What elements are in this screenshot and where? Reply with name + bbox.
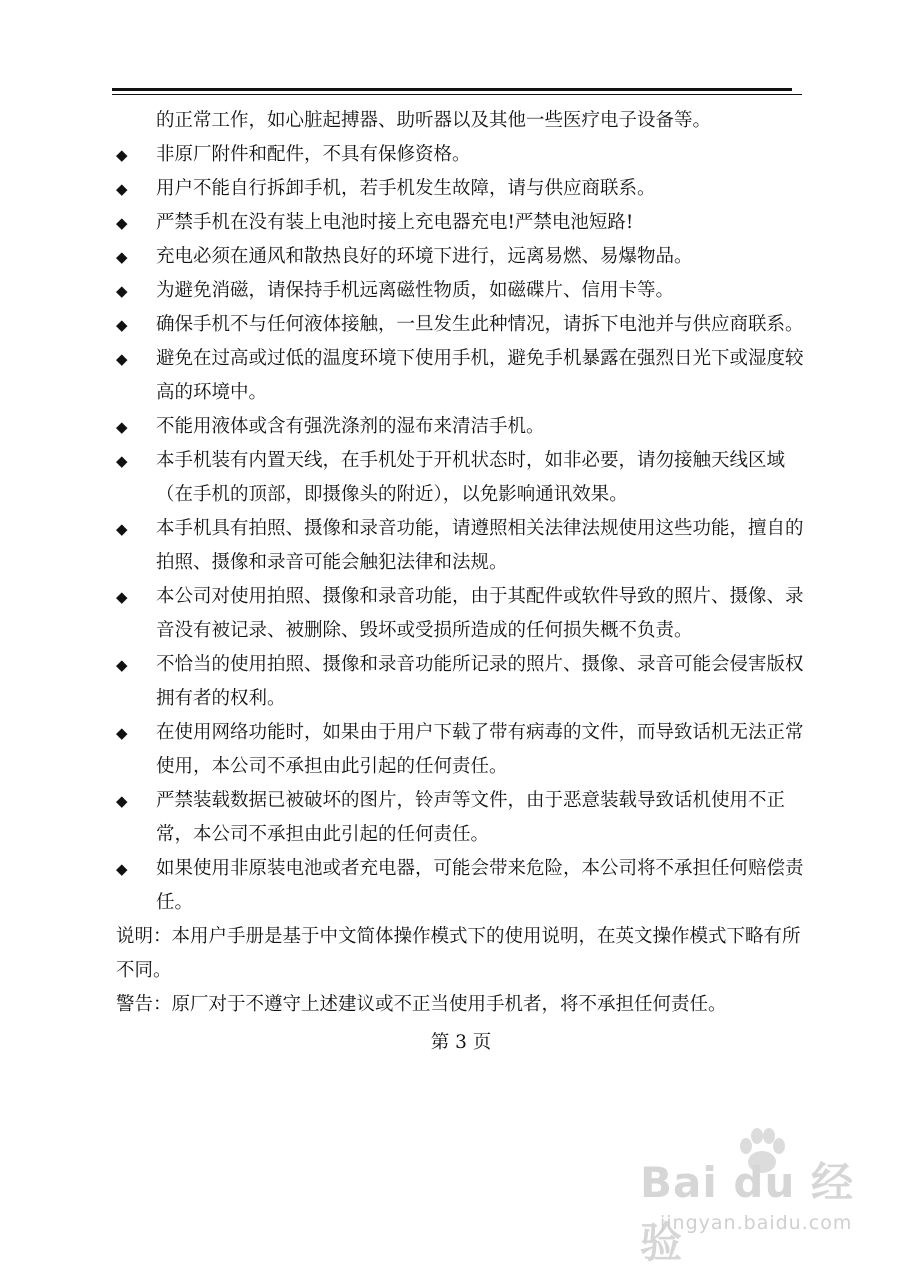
bullet-diamond-icon: ◆	[116, 316, 128, 334]
list-item	[116, 410, 806, 444]
baidu-jingyan-watermark	[640, 1150, 860, 1270]
list-item	[116, 648, 806, 716]
bullet-diamond-icon: ◆	[116, 724, 128, 742]
list-item-text: 避免在过高或过低的温度环境下使用手机，避免手机暴露在强烈日光下或湿度较高的环境中。	[156, 348, 804, 403]
list-item	[116, 172, 806, 206]
bullet-diamond-icon: ◆	[116, 214, 128, 232]
bullet-diamond-icon: ◆	[116, 418, 128, 436]
list-item-text: 严禁装载数据已被破坏的图片，铃声等文件，由于恶意装载导致话机使用不正常，本公司不承担由此引起的任何责任。	[156, 790, 786, 845]
list-item	[116, 444, 806, 512]
list-item	[116, 580, 806, 648]
list-item-text: 如果使用非原装电池或者充电器，可能会带来危险，本公司将不承担任何赔偿责任。	[156, 858, 804, 913]
list-item	[116, 308, 806, 342]
page-number: 第 3 页	[430, 1032, 492, 1053]
list-item-text: 在使用网络功能时，如果由于用户下载了带有病毒的文件，而导致话机无法正常使用，本公司不承担由此引起的任何责任。	[156, 722, 804, 777]
header-rule-thick	[112, 88, 792, 91]
note-paragraph: 说明：本用户手册是基于中文简体操作模式下的使用说明，在英文操作模式下略有所不同。	[116, 926, 801, 981]
list-item-text: 确保手机不与任何液体接触，一旦发生此种情况，请拆下电池并与供应商联系。	[156, 314, 804, 335]
list-item	[116, 274, 806, 308]
list-item	[116, 784, 806, 852]
watermark-logo-text: Bai du 经验	[640, 1158, 854, 1267]
bullet-diamond-icon: ◆	[116, 520, 128, 538]
list-item	[116, 852, 806, 920]
bullet-diamond-icon: ◆	[116, 282, 128, 300]
bullet-diamond-icon: ◆	[116, 860, 128, 878]
list-item	[116, 342, 806, 410]
list-item	[116, 240, 806, 274]
list-item-text: 本公司对使用拍照、摄像和录音功能，由于其配件或软件导致的照片、摄像、录音没有被记录、被删除、毁坏或受损所造成的任何损失概不负责。	[156, 586, 804, 641]
list-item-text: 本手机具有拍照、摄像和录音功能，请遵照相关法律法规使用这些功能，擅自的拍照、摄像和录音可能会触犯法律和法规。	[156, 518, 804, 573]
header-rule-thin	[112, 94, 802, 95]
list-item	[116, 512, 806, 580]
list-item-text: 不能用液体或含有强洗涤剂的湿布来清洁手机。	[156, 416, 545, 437]
bullet-list	[116, 138, 806, 920]
bullet-diamond-icon: ◆	[116, 350, 128, 368]
bullet-diamond-icon: ◆	[116, 248, 128, 266]
bullet-diamond-icon: ◆	[116, 792, 128, 810]
list-item-text: 本手机装有内置天线，在手机处于开机状态时，如非必要，请勿接触天线区域（在手机的顶部，即摄像头的附近），以免影响通讯效果。	[156, 450, 786, 505]
list-item-text: 用户不能自行拆卸手机，若手机发生故障，请与供应商联系。	[156, 178, 656, 199]
bullet-diamond-icon: ◆	[116, 452, 128, 470]
list-item-text: 非原厂附件和配件，不具有保修资格。	[156, 144, 471, 165]
list-item-text: 充电必须在通风和散热良好的环境下进行，远离易燃、易爆物品。	[156, 246, 693, 267]
bullet-diamond-icon: ◆	[116, 180, 128, 198]
list-item	[116, 716, 806, 784]
manual-content	[116, 104, 806, 1060]
bullet-diamond-icon: ◆	[116, 146, 128, 164]
list-item	[116, 206, 806, 240]
list-item	[116, 138, 806, 172]
warning-paragraph: 警告：原厂对于不遵守上述建议或不正当使用手机者，将不承担任何责任。	[116, 994, 727, 1015]
list-item-text: 严禁手机在没有装上电池时接上充电器充电!严禁电池短路!	[156, 212, 634, 233]
watermark-url: jingyan.baidu.com	[660, 1212, 853, 1234]
list-item-text: 不恰当的使用拍照、摄像和录音功能所记录的照片、摄像、录音可能会侵害版权拥有者的权利。	[156, 654, 804, 709]
list-item-text: 为避免消磁，请保持手机远离磁性物质，如磁碟片、信用卡等。	[156, 280, 675, 301]
bullet-diamond-icon: ◆	[116, 588, 128, 606]
intro-continuation: 的正常工作，如心脏起搏器、助听器以及其他一些医疗电子设备等。	[156, 110, 712, 131]
bullet-diamond-icon: ◆	[116, 656, 128, 674]
